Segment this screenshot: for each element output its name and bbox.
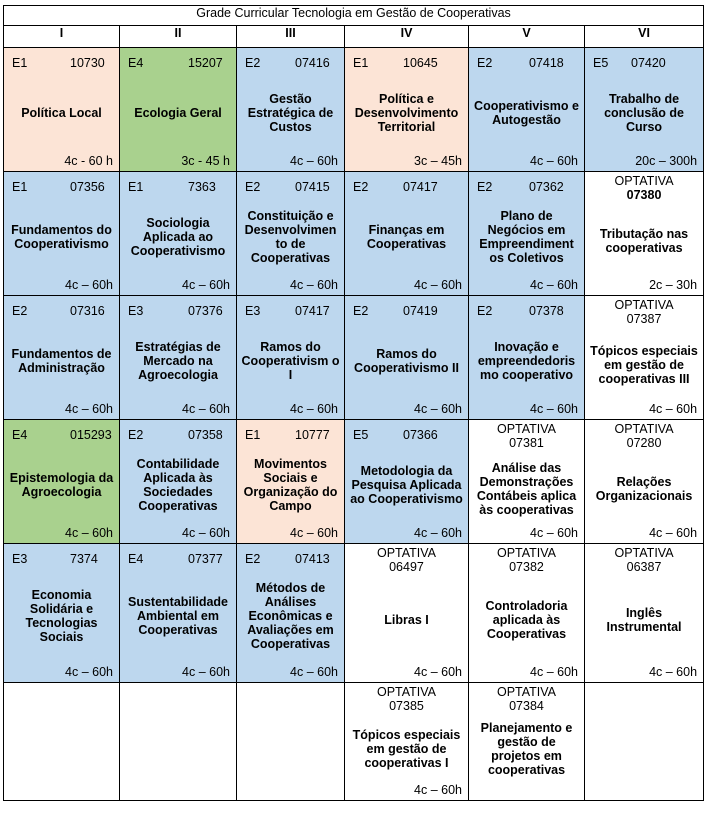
course-code: 07418 [529,56,564,70]
course-cell [469,296,585,420]
course-credits: 4c – 60h [530,278,578,292]
course-credits: 4c – 60h [65,526,113,540]
course-code: 07384 [509,699,544,713]
course-title-text: Gestão Estratégica de Custos [247,91,334,134]
course-cell-content [469,683,584,800]
empty-cell [120,683,237,801]
empty-cell [237,683,345,801]
course-credits: 4c – 60h [290,526,338,540]
course-axis: E5 [593,56,609,70]
course-title-text: Tópicos especiais em gestão de cooperativas III [590,343,698,386]
course-cell-content [4,683,119,800]
course-title-text: Fundamentos de Administração [11,346,112,375]
course-credits: 4c – 60h [182,665,230,679]
course-cell [237,48,345,172]
course-cell [345,544,469,683]
course-title-text: Inglês Instrumental [606,606,682,634]
course-title-text: Inovação e empreendedoris mo cooperativo [477,339,576,382]
course-axis: E2 [245,180,261,194]
course-cell [345,172,469,296]
course-title [241,324,340,397]
course-title-text: Análise das Demonstrações Contábeis aplica às cooperativas [476,460,577,517]
optativa-label: OPTATIVA [376,685,437,699]
course-cell [120,172,237,296]
empty-cell [585,683,704,801]
course-credits: 20c – 300h [635,154,698,168]
course-id [128,428,232,442]
course-axis: E2 [245,56,261,70]
course-title-text: Ecologia Geral [134,105,222,120]
course-cell [4,172,120,296]
optativa-label: OPTATIVA [614,174,674,188]
course-credits: 3c - 45 h [181,154,230,168]
course-id [245,180,340,194]
empty-cell [4,683,120,801]
course-axis: E3 [128,304,144,318]
course-title [8,324,115,397]
optativa-header [469,546,584,574]
course-axis: E3 [12,552,28,566]
optativa-header [469,422,584,450]
course-title-text: Controladoria aplicada às Cooperativas [485,599,568,641]
course-axis: E1 [12,56,28,70]
course-cell [585,172,704,296]
course-code: 10645 [403,56,438,70]
optativa-header [585,546,703,574]
course-cell-content [469,544,584,682]
course-code: 07356 [70,180,105,194]
course-cell-content [345,172,468,295]
column-header-iii: III [237,26,345,48]
course-credits: 3c – 45h [414,154,462,168]
course-code: 07280 [626,436,662,450]
course-cell-content [345,683,468,800]
course-title-text: Constituição e Desenvolvimen to de Cooperativas [244,208,337,265]
course-code: 15207 [188,56,223,70]
course-cell-content [345,296,468,419]
course-code: 07413 [295,552,330,566]
course-code: 07362 [529,180,564,194]
course-title [589,580,699,660]
course-code: 07358 [188,428,223,442]
course-cell [120,544,237,683]
course-cell [345,683,469,801]
course-id [353,304,464,318]
course-id [128,304,232,318]
course-cell-content [585,420,703,543]
course-id [245,428,340,442]
course-cell [585,544,704,683]
course-credits: 4c – 60h [649,665,698,679]
table-row [4,296,704,420]
course-cell [4,48,120,172]
course-title [349,719,464,778]
course-cell-content [585,48,703,171]
course-axis: E1 [245,428,261,442]
course-id [353,180,464,194]
course-title [8,572,115,660]
course-axis: E4 [128,56,144,70]
course-title [589,208,699,273]
course-title [349,580,464,660]
course-cell [120,48,237,172]
course-title [589,456,699,521]
column-header-vi: VI [585,26,704,48]
course-code: 07387 [626,312,662,326]
course-title-text: Economia Solidária e Tecnologias Sociais [25,588,98,644]
course-cell-content [4,48,119,171]
optativa-label: OPTATIVA [614,422,674,436]
course-code: 07381 [509,436,544,450]
course-axis: E2 [245,552,261,566]
course-title [124,572,232,660]
course-title-text: Ramos do Cooperativism o I [241,339,340,382]
course-axis: E2 [477,56,493,70]
course-cell [585,420,704,544]
column-header-iv: IV [345,26,469,48]
course-cell [4,544,120,683]
course-credits: 4c – 60h [414,278,462,292]
course-cell-content [120,296,236,419]
course-title [589,332,699,397]
course-axis: E4 [12,428,28,442]
course-title-text: Relações Organizacionais [595,474,693,503]
course-cell-content [4,544,119,682]
course-code: 07377 [188,552,223,566]
course-title-text: Plano de Negócios em Empreendiment os Coletivos [479,208,574,265]
column-header-v: V [469,26,585,48]
course-code: 07419 [403,304,438,318]
course-cell-content [585,544,703,682]
course-title [124,200,232,273]
course-cell [469,544,585,683]
course-cell-content [4,172,119,295]
course-code: 7374 [70,552,98,566]
course-title [349,200,464,273]
course-title-text: Planejamento e gestão de projetos em cooperativas [480,720,573,777]
course-id [128,56,232,70]
course-axis: E4 [128,552,144,566]
course-code: 07417 [403,180,438,194]
course-title [241,572,340,660]
course-title [473,200,580,273]
course-title [124,448,232,521]
course-code: 015293 [70,428,112,442]
course-title [349,448,464,521]
course-cell-content [469,172,584,295]
course-id [12,304,115,318]
course-title-text: Cooperativismo e Autogestão [474,98,579,127]
table-row [4,683,704,801]
optativa-label: OPTATIVA [496,546,557,560]
course-axis: E2 [12,304,28,318]
course-credits: 4c – 60h [65,402,113,416]
course-cell-content [237,544,344,682]
course-id [12,428,115,442]
course-title [241,200,340,273]
course-title-text: Metodologia da Pesquisa Aplicada ao Cooperativismo [350,463,463,506]
course-cell-content [345,48,468,171]
course-credits: 4c – 60h [649,526,698,540]
course-title [589,76,699,149]
course-cell [469,172,585,296]
course-title-text: Finanças em Cooperativas [366,222,447,251]
course-credits: 4c – 60h [65,665,113,679]
table-row [4,172,704,296]
optativa-header [469,685,584,713]
course-title [473,76,580,149]
course-axis: E1 [128,180,144,194]
course-axis: E5 [353,428,369,442]
course-title-text: Estratégias de Mercado na Agroecologia [135,339,221,382]
course-id [128,180,232,194]
course-title-text: Tributação nas cooperativas [599,226,689,255]
optativa-header [585,174,703,202]
course-cell [345,48,469,172]
course-code: 06387 [626,560,662,574]
course-cell-content [585,683,703,800]
course-title-text: Trabalho de conclusão de Curso [604,91,684,134]
course-cell-content [237,48,344,171]
course-id [12,180,115,194]
course-title-text: Política Local [21,105,102,120]
course-credits: 4c – 60h [182,526,230,540]
course-axis: E2 [477,180,493,194]
course-credits: 4c – 60h [414,665,462,679]
course-credits: 4c – 60h [182,402,230,416]
course-code: 10730 [70,56,105,70]
course-title-text: Tópicos especiais em gestão de cooperativas I [352,727,461,770]
course-credits: 4c – 60h [414,783,462,797]
course-cell [4,420,120,544]
course-cell-content [237,420,344,543]
course-id [477,56,580,70]
course-code: 07415 [295,180,330,194]
course-title-text: Movimentos Sociais e Organização do Campo [243,456,338,513]
course-code: 07382 [509,560,544,574]
course-code: 07417 [295,304,330,318]
course-cell-content [4,296,119,419]
course-cell [237,420,345,544]
course-credits: 4c - 60 h [64,154,113,168]
course-cell [585,48,704,172]
course-cell-content [237,683,344,800]
course-id [593,56,699,70]
course-credits: 4c – 60h [649,402,698,416]
course-cell-content [469,48,584,171]
course-cell [237,544,345,683]
course-axis: E1 [353,56,369,70]
course-code: 07416 [295,56,330,70]
course-title [124,324,232,397]
optativa-label: OPTATIVA [614,298,674,312]
course-cell-content [469,420,584,543]
course-axis: E2 [353,180,369,194]
course-code: 07376 [188,304,223,318]
course-cell [345,296,469,420]
course-cell [120,420,237,544]
course-title [349,76,464,149]
course-title-text: Sociologia Aplicada ao Cooperativismo [130,215,226,258]
course-cell-content [345,420,468,543]
course-id [245,552,340,566]
course-cell-content [237,296,344,419]
course-credits: 4c – 60h [65,278,113,292]
course-axis: E1 [12,180,28,194]
course-title [473,456,580,521]
course-code: 07420 [631,56,666,70]
course-cell [469,420,585,544]
course-title [349,324,464,397]
course-cell-content [120,172,236,295]
course-credits: 4c – 60h [530,154,578,168]
column-header-ii: II [120,26,237,48]
course-cell [469,683,585,801]
optativa-label: OPTATIVA [614,546,674,560]
course-cell-content [120,48,236,171]
course-cell-content [345,544,468,682]
course-credits: 4c – 60h [414,402,462,416]
optativa-label: OPTATIVA [376,546,437,560]
course-title-text: Fundamentos do Cooperativismo [11,222,112,251]
course-cell [469,48,585,172]
course-cell [345,420,469,544]
course-title-text: Métodos de Análises Econômicas e Avaliações em Cooperativas [247,581,334,651]
course-id [353,56,464,70]
optativa-label: OPTATIVA [496,685,557,699]
course-cell-content [585,172,703,295]
table-row [4,48,704,172]
course-credits: 4c – 60h [530,526,578,540]
course-credits: 4c – 60h [290,665,338,679]
course-code: 07385 [389,699,424,713]
table-row [4,544,704,683]
course-cell-content [4,420,119,543]
optativa-header [585,422,703,450]
course-credits: 4c – 60h [530,665,578,679]
course-cell [237,296,345,420]
course-title [8,448,115,521]
course-credits: 4c – 60h [182,278,230,292]
course-code: 07366 [403,428,438,442]
course-code: 07316 [70,304,105,318]
course-id [477,304,580,318]
course-cell [237,172,345,296]
course-id [245,304,340,318]
course-id [353,428,464,442]
course-title-text: Epistemologia da Agroecologia [9,470,114,499]
course-title [473,324,580,397]
course-title [8,200,115,273]
course-code: 7363 [188,180,216,194]
course-code: 06497 [389,560,424,574]
course-cell-content [585,296,703,419]
course-id [128,552,232,566]
optativa-header [345,685,468,713]
curriculum-grid [3,5,704,801]
column-header-i: I [4,26,120,48]
course-title [473,580,580,660]
course-cell-content [120,683,236,800]
course-axis: E2 [353,304,369,318]
course-id [477,180,580,194]
course-cell-content [120,544,236,682]
course-id [12,56,115,70]
course-cell-content [237,172,344,295]
course-code: 07378 [529,304,564,318]
course-axis: E2 [477,304,493,318]
optativa-header [585,298,703,326]
course-axis: E3 [245,304,261,318]
course-title-text: Política e Desenvolvimento Territorial [354,91,459,134]
course-title-text: Libras I [384,613,429,627]
course-credits: 4c – 60h [290,278,338,292]
course-credits: 4c – 60h [530,402,578,416]
optativa-header [345,546,468,574]
course-id [12,552,115,566]
course-credits: 4c – 60h [290,154,338,168]
course-title [241,448,340,521]
optativa-label: OPTATIVA [496,422,557,436]
table-title: Grade Curricular Tecnologia em Gestão de Cooperativas [4,6,704,26]
course-title [124,76,232,149]
course-cell [4,296,120,420]
course-code: 07380 [626,188,662,202]
course-title [8,76,115,149]
course-title-text: Ramos do Cooperativismo II [354,346,459,375]
course-credits: 2c – 30h [649,278,698,292]
table-row [4,420,704,544]
course-title [241,76,340,149]
course-credits: 4c – 60h [290,402,338,416]
course-title-text: Contabilidade Aplicada às Sociedades Cooperativas [136,456,220,513]
course-axis: E2 [128,428,144,442]
course-id [245,56,340,70]
course-cell [585,296,704,420]
course-cell-content [469,296,584,419]
course-cell-content [120,420,236,543]
course-title-text: Sustentabilidade Ambiental em Cooperativas [127,595,229,637]
course-cell [120,296,237,420]
course-code: 10777 [295,428,330,442]
curriculum-table [3,5,704,801]
course-credits: 4c – 60h [414,526,462,540]
course-title [473,719,580,778]
